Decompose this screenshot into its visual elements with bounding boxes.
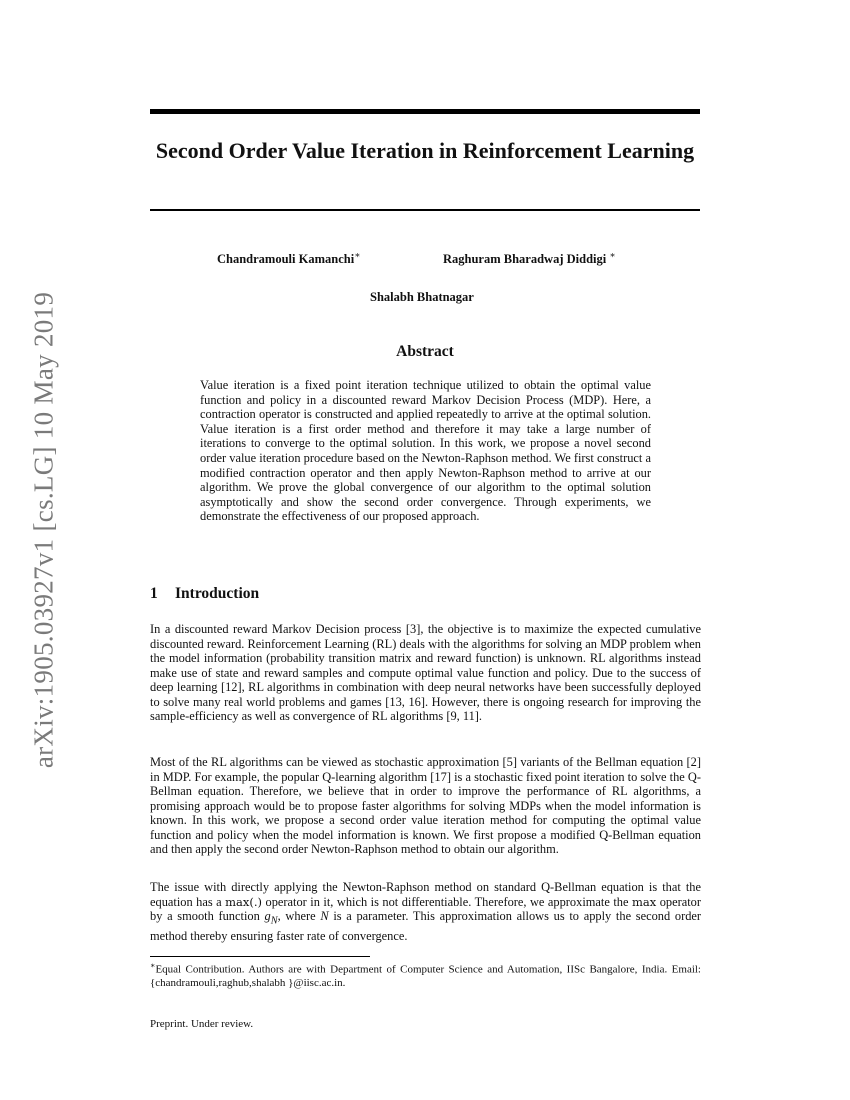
math-max-op: max(.) <box>225 894 263 909</box>
author-2-mark: ∗ <box>609 250 616 260</box>
intro-paragraph-3 <box>150 880 701 943</box>
footnote-mark: ∗ <box>150 961 156 970</box>
title-top-rule <box>150 109 700 114</box>
intro-paragraph-1: In a discounted reward Markov Decision process [3], the objective is to maximize the expected cumulative discounted reward. Reinforcement Learning (RL) deals with the algorithms for solving an MDP problem when the model information (probability transition matrix and reward function) is unknown. RL algorithms instead make use of state and reward samples and compute optimal value function and policy. Due to the success of deep learning [12], RL algorithms in combination with deep neural networks have been successfully deployed to solve many real world problems and games [13, 16]. However, there is ongoing research for improving the sample-efficiency as well as convergence of RL algorithms [9, 11]. <box>150 622 701 723</box>
footnote-text: Equal Contribution. Authors are with Department of Computer Science and Automation, IISc Bangalore, India. Email: {chandramouli,raghub,shalabh }@iisc.ac.in. <box>150 963 701 990</box>
abstract-heading: Abstract <box>396 343 454 360</box>
author-2-name: Raghuram Bharadwaj Diddigi <box>443 252 607 267</box>
math-g: g <box>264 909 271 923</box>
author-1-mark: ∗ <box>354 250 361 260</box>
paper-title: Second Order Value Iteration in Reinforcement Learning <box>155 138 695 163</box>
section-heading <box>150 585 259 603</box>
p3-text-2: operator in it, which is not differentiable. Therefore, we approximate the <box>262 894 632 909</box>
p3-text-5: is a parameter. This approximation allows us to apply the second order method thereby ensuring faster rate of convergence. <box>150 909 702 943</box>
footnote <box>150 959 701 991</box>
p3-text-3: operator by a smooth function <box>150 894 701 923</box>
p3-text-4: , where <box>277 909 321 923</box>
section-title: Introduction <box>175 585 260 602</box>
section-number: 1 <box>150 585 158 602</box>
footnote-rule <box>150 956 370 957</box>
math-n: N <box>320 909 329 923</box>
arxiv-identifier: arXiv:1905.03927v1 [cs.LG] 10 May 2019 <box>28 291 59 769</box>
math-max: max <box>631 894 657 909</box>
preprint-notice: Preprint. Under review. <box>150 1018 254 1030</box>
author-1 <box>217 250 360 267</box>
author-1-name: Chandramouli Kamanchi <box>217 252 355 267</box>
author-2 <box>443 250 615 267</box>
intro-paragraph-2: Most of the RL algorithms can be viewed as stochastic approximation [5] variants of the Bellman equation [2] in MDP. For example, the popular Q-learning algorithm [17] is a stochastic fixed point iteration to solve the Q-Bellman equation. Therefore, we believe that in order to improve the performance of RL algorithms, a promising approach would be to propose faster algorithms for solving MDPs when the model information is known. In this work, we propose a second order value iteration method for computing the optimal value function and policy when the model information is known. We first propose a modified Q-Bellman equation and then apply the second order Newton-Raphson method to obtain our algorithm. <box>150 755 701 856</box>
author-3 <box>370 290 474 305</box>
title-bottom-rule <box>150 209 700 211</box>
abstract-text: Value iteration is a fixed point iteration technique utilized to obtain the optimal value function and policy in a discounted reward Markov Decision Process (MDP). Here, a contraction operator is constructed and applied repeatedly to arrive at the optimal solution. Value iteration is a first order method and therefore it may take a large number of iterations to converge to the optimal solution. In this work, we propose a novel second order value iteration procedure based on the Newton-Raphson method. We first construct a modified contraction operator and then apply Newton-Raphson method to arrive at our algorithm. We prove the global convergence of our algorithm to the optimal solution asymptotically and show the second order convergence. Through experiments, we demonstrate the effectiveness of our proposed approach. <box>200 378 651 524</box>
p3-text-1: The issue with directly applying the Newton-Raphson method on standard Q-Bellman equation is that the equation has a <box>150 880 701 909</box>
author-3-name: Shalabh Bhatnagar <box>370 290 474 304</box>
math-g-subscript: N <box>270 915 278 927</box>
